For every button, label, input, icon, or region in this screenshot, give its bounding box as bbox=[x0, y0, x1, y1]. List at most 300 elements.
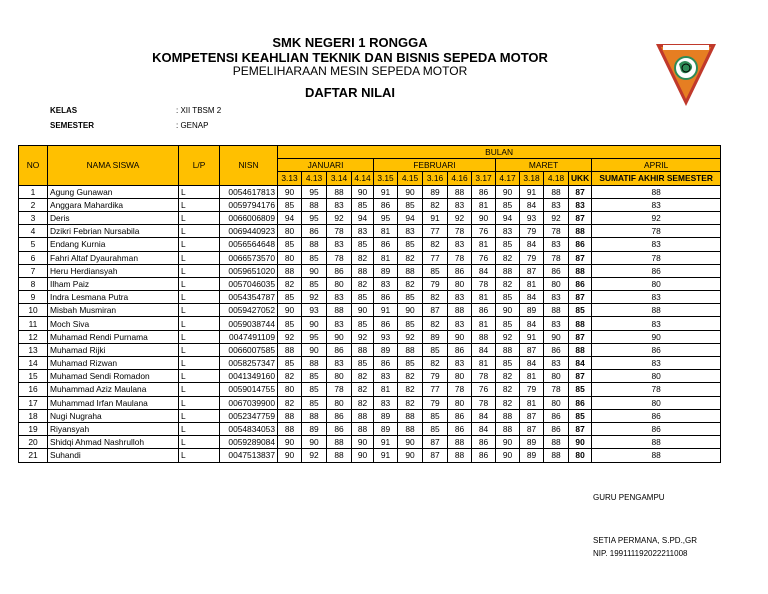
row-score: 78 bbox=[544, 251, 569, 264]
row-score: 86 bbox=[327, 264, 352, 277]
row-score: 85 bbox=[278, 291, 302, 304]
row-score: 95 bbox=[302, 211, 327, 224]
header-sub-3.17: 3.17 bbox=[472, 172, 496, 185]
row-no: 20 bbox=[19, 436, 48, 449]
row-ukk: 80 bbox=[569, 449, 592, 462]
row-score: 94 bbox=[496, 211, 520, 224]
row-nisn: 0066007585 bbox=[220, 343, 278, 356]
row-score: 91 bbox=[520, 185, 544, 198]
row-lp: L bbox=[179, 436, 220, 449]
row-score: 88 bbox=[496, 343, 520, 356]
header-sub-3.18: 3.18 bbox=[520, 172, 544, 185]
row-score: 82 bbox=[496, 383, 520, 396]
row-score: 84 bbox=[520, 317, 544, 330]
row-ukk: 85 bbox=[569, 383, 592, 396]
row-lp: L bbox=[179, 449, 220, 462]
table-row bbox=[19, 264, 721, 277]
row-score: 81 bbox=[472, 357, 496, 370]
row-score: 94 bbox=[352, 211, 374, 224]
row-ukk: 85 bbox=[569, 304, 592, 317]
row-nisn: 0059651020 bbox=[220, 264, 278, 277]
row-score: 85 bbox=[302, 396, 327, 409]
row-score: 90 bbox=[496, 436, 520, 449]
row-ukk: 90 bbox=[569, 436, 592, 449]
row-no: 9 bbox=[19, 291, 48, 304]
row-lp: L bbox=[179, 277, 220, 290]
row-score: 87 bbox=[520, 264, 544, 277]
row-score: 88 bbox=[472, 330, 496, 343]
row-score: 80 bbox=[327, 370, 352, 383]
row-sumatif: 88 bbox=[592, 449, 721, 462]
row-score: 80 bbox=[544, 370, 569, 383]
row-score: 82 bbox=[423, 291, 448, 304]
row-score: 80 bbox=[544, 277, 569, 290]
row-ukk: 86 bbox=[569, 277, 592, 290]
row-score: 79 bbox=[520, 383, 544, 396]
row-score: 81 bbox=[472, 291, 496, 304]
header-sub-4.16: 4.16 bbox=[448, 172, 472, 185]
row-score: 82 bbox=[398, 396, 423, 409]
row-score: 82 bbox=[352, 251, 374, 264]
row-nisn: 0054617813 bbox=[220, 185, 278, 198]
row-score: 86 bbox=[544, 343, 569, 356]
table-row bbox=[19, 304, 721, 317]
row-lp: L bbox=[179, 264, 220, 277]
row-score: 90 bbox=[496, 449, 520, 462]
row-score: 79 bbox=[423, 277, 448, 290]
row-score: 88 bbox=[327, 304, 352, 317]
row-ukk: 84 bbox=[569, 357, 592, 370]
row-lp: L bbox=[179, 409, 220, 422]
row-name: Moch Siva bbox=[48, 317, 179, 330]
row-no: 6 bbox=[19, 251, 48, 264]
row-score: 76 bbox=[472, 383, 496, 396]
row-nisn: 0066006809 bbox=[220, 211, 278, 224]
class-row bbox=[50, 106, 222, 115]
row-score: 88 bbox=[327, 185, 352, 198]
row-ukk: 87 bbox=[569, 370, 592, 383]
row-score: 91 bbox=[520, 330, 544, 343]
table-row bbox=[19, 251, 721, 264]
table-row bbox=[19, 370, 721, 383]
row-score: 95 bbox=[302, 185, 327, 198]
row-score: 86 bbox=[448, 264, 472, 277]
row-no: 16 bbox=[19, 383, 48, 396]
signature-name: SETIA PERMANA, S.PD.,GR bbox=[593, 536, 698, 545]
row-score: 82 bbox=[398, 277, 423, 290]
row-sumatif: 88 bbox=[592, 185, 721, 198]
row-score: 89 bbox=[374, 409, 398, 422]
row-score: 90 bbox=[398, 304, 423, 317]
row-score: 88 bbox=[302, 409, 327, 422]
row-score: 91 bbox=[374, 436, 398, 449]
row-score: 85 bbox=[352, 238, 374, 251]
row-ukk: 85 bbox=[569, 409, 592, 422]
row-score: 85 bbox=[398, 238, 423, 251]
row-nisn: 0054834053 bbox=[220, 422, 278, 435]
row-score: 92 bbox=[398, 330, 423, 343]
row-score: 90 bbox=[302, 343, 327, 356]
row-score: 85 bbox=[496, 238, 520, 251]
row-score: 90 bbox=[278, 304, 302, 317]
row-score: 90 bbox=[302, 317, 327, 330]
row-sumatif: 86 bbox=[592, 422, 721, 435]
row-score: 86 bbox=[327, 343, 352, 356]
row-score: 86 bbox=[327, 422, 352, 435]
row-name: Muhamad Sendi Romadon bbox=[48, 370, 179, 383]
row-score: 90 bbox=[448, 330, 472, 343]
signature-role: GURU PENGAMPU bbox=[593, 493, 665, 502]
row-score: 88 bbox=[448, 185, 472, 198]
row-name: Muhammad Aziz Maulana bbox=[48, 383, 179, 396]
row-score: 88 bbox=[496, 264, 520, 277]
row-score: 85 bbox=[496, 291, 520, 304]
row-score: 79 bbox=[423, 370, 448, 383]
row-ukk: 87 bbox=[569, 251, 592, 264]
row-nisn: 0057046035 bbox=[220, 277, 278, 290]
row-score: 76 bbox=[472, 251, 496, 264]
row-score: 84 bbox=[472, 409, 496, 422]
row-lp: L bbox=[179, 251, 220, 264]
row-no: 8 bbox=[19, 277, 48, 290]
row-nisn: 0054354787 bbox=[220, 291, 278, 304]
row-lp: L bbox=[179, 317, 220, 330]
row-ukk: 88 bbox=[569, 317, 592, 330]
row-lp: L bbox=[179, 211, 220, 224]
row-nisn: 0059289084 bbox=[220, 436, 278, 449]
table-row bbox=[19, 198, 721, 211]
row-score: 89 bbox=[374, 343, 398, 356]
table-row bbox=[19, 211, 721, 224]
row-score: 86 bbox=[472, 304, 496, 317]
row-score: 89 bbox=[423, 185, 448, 198]
row-score: 83 bbox=[544, 198, 569, 211]
row-score: 82 bbox=[278, 396, 302, 409]
row-ukk: 87 bbox=[569, 291, 592, 304]
row-name: Anggara Mahardika bbox=[48, 198, 179, 211]
row-score: 88 bbox=[352, 343, 374, 356]
semester-label: SEMESTER bbox=[50, 121, 95, 130]
row-score: 80 bbox=[448, 370, 472, 383]
row-score: 90 bbox=[352, 436, 374, 449]
row-sumatif: 80 bbox=[592, 277, 721, 290]
row-score: 82 bbox=[278, 277, 302, 290]
table-row bbox=[19, 317, 721, 330]
row-score: 83 bbox=[327, 238, 352, 251]
row-score: 84 bbox=[520, 357, 544, 370]
row-ukk: 87 bbox=[569, 422, 592, 435]
row-score: 90 bbox=[398, 436, 423, 449]
row-score: 88 bbox=[278, 343, 302, 356]
row-score: 90 bbox=[278, 436, 302, 449]
row-score: 85 bbox=[352, 357, 374, 370]
row-score: 85 bbox=[302, 251, 327, 264]
row-score: 82 bbox=[352, 277, 374, 290]
row-lp: L bbox=[179, 185, 220, 198]
row-score: 85 bbox=[423, 264, 448, 277]
row-name: Muhamad Rijki bbox=[48, 343, 179, 356]
row-score: 82 bbox=[423, 317, 448, 330]
row-score: 92 bbox=[448, 211, 472, 224]
row-score: 88 bbox=[544, 449, 569, 462]
row-no: 21 bbox=[19, 449, 48, 462]
table-row bbox=[19, 383, 721, 396]
row-no: 19 bbox=[19, 422, 48, 435]
month-april: APRIL bbox=[592, 159, 721, 172]
document-title: DAFTAR NILAI bbox=[304, 85, 396, 100]
row-score: 89 bbox=[520, 304, 544, 317]
header-lp: L/P bbox=[179, 146, 220, 186]
row-score: 83 bbox=[448, 357, 472, 370]
row-name: Indra Lesmana Putra bbox=[48, 291, 179, 304]
row-sumatif: 78 bbox=[592, 225, 721, 238]
row-sumatif: 83 bbox=[592, 291, 721, 304]
row-score: 81 bbox=[520, 396, 544, 409]
row-score: 86 bbox=[327, 409, 352, 422]
table-row bbox=[19, 396, 721, 409]
row-sumatif: 90 bbox=[592, 330, 721, 343]
row-score: 77 bbox=[423, 383, 448, 396]
row-score: 91 bbox=[374, 304, 398, 317]
row-score: 88 bbox=[448, 436, 472, 449]
row-score: 85 bbox=[352, 317, 374, 330]
row-score: 88 bbox=[302, 357, 327, 370]
row-score: 86 bbox=[448, 422, 472, 435]
row-score: 81 bbox=[374, 225, 398, 238]
row-score: 83 bbox=[544, 238, 569, 251]
row-score: 90 bbox=[352, 185, 374, 198]
row-name: Nugi Nugraha bbox=[48, 409, 179, 422]
row-score: 87 bbox=[520, 422, 544, 435]
row-score: 80 bbox=[278, 251, 302, 264]
row-score: 85 bbox=[278, 317, 302, 330]
row-lp: L bbox=[179, 198, 220, 211]
row-score: 88 bbox=[278, 409, 302, 422]
header-sub-3.14: 3.14 bbox=[327, 172, 352, 185]
row-sumatif: 78 bbox=[592, 383, 721, 396]
row-score: 88 bbox=[352, 264, 374, 277]
row-score: 92 bbox=[496, 330, 520, 343]
row-score: 87 bbox=[423, 436, 448, 449]
row-score: 86 bbox=[472, 449, 496, 462]
month-maret: MARET bbox=[496, 159, 592, 172]
row-score: 82 bbox=[496, 370, 520, 383]
school-name: SMK NEGERI 1 RONGGA bbox=[272, 35, 428, 50]
row-sumatif: 83 bbox=[592, 357, 721, 370]
row-score: 90 bbox=[496, 185, 520, 198]
row-score: 93 bbox=[520, 211, 544, 224]
row-score: 85 bbox=[278, 238, 302, 251]
row-lp: L bbox=[179, 370, 220, 383]
row-score: 90 bbox=[472, 211, 496, 224]
row-score: 85 bbox=[496, 198, 520, 211]
row-score: 88 bbox=[352, 409, 374, 422]
row-score: 88 bbox=[544, 436, 569, 449]
row-score: 85 bbox=[423, 343, 448, 356]
row-no: 10 bbox=[19, 304, 48, 317]
row-nisn: 0058257347 bbox=[220, 357, 278, 370]
row-score: 90 bbox=[302, 436, 327, 449]
row-sumatif: 92 bbox=[592, 211, 721, 224]
row-name: Misbah Musmiran bbox=[48, 304, 179, 317]
table-row bbox=[19, 277, 721, 290]
row-score: 78 bbox=[472, 396, 496, 409]
row-score: 77 bbox=[423, 251, 448, 264]
row-score: 88 bbox=[448, 304, 472, 317]
row-sumatif: 86 bbox=[592, 264, 721, 277]
row-lp: L bbox=[179, 357, 220, 370]
row-score: 91 bbox=[423, 211, 448, 224]
row-score: 89 bbox=[374, 264, 398, 277]
row-sumatif: 86 bbox=[592, 409, 721, 422]
row-ukk: 87 bbox=[569, 330, 592, 343]
competency-title: KOMPETENSI KEAHLIAN TEKNIK DAN BISNIS SEPEDA MOTOR bbox=[152, 50, 548, 65]
row-score: 95 bbox=[302, 330, 327, 343]
row-score: 85 bbox=[496, 357, 520, 370]
row-score: 81 bbox=[472, 198, 496, 211]
row-score: 81 bbox=[472, 238, 496, 251]
row-score: 88 bbox=[398, 409, 423, 422]
row-nisn: 0059427052 bbox=[220, 304, 278, 317]
row-nisn: 0059014755 bbox=[220, 383, 278, 396]
school-emblem-icon bbox=[654, 42, 718, 108]
header-sub-3.13: 3.13 bbox=[278, 172, 302, 185]
semester-value: : GENAP bbox=[176, 121, 209, 130]
row-score: 86 bbox=[472, 436, 496, 449]
row-score: 82 bbox=[352, 396, 374, 409]
row-score: 82 bbox=[496, 277, 520, 290]
row-score: 95 bbox=[374, 211, 398, 224]
row-score: 83 bbox=[448, 291, 472, 304]
header-sub-4.15: 4.15 bbox=[398, 172, 423, 185]
row-sumatif: 80 bbox=[592, 396, 721, 409]
row-score: 86 bbox=[374, 238, 398, 251]
row-score: 78 bbox=[544, 383, 569, 396]
row-no: 4 bbox=[19, 225, 48, 238]
class-value: : XII TBSM 2 bbox=[176, 106, 222, 115]
row-score: 83 bbox=[327, 357, 352, 370]
row-score: 88 bbox=[327, 436, 352, 449]
row-score: 86 bbox=[302, 225, 327, 238]
table-row bbox=[19, 343, 721, 356]
row-score: 90 bbox=[398, 449, 423, 462]
row-nisn: 0052347759 bbox=[220, 409, 278, 422]
row-nisn: 0047513837 bbox=[220, 449, 278, 462]
row-score: 88 bbox=[496, 409, 520, 422]
row-sumatif: 83 bbox=[592, 198, 721, 211]
row-score: 85 bbox=[278, 357, 302, 370]
row-score: 81 bbox=[374, 251, 398, 264]
row-no: 3 bbox=[19, 211, 48, 224]
row-score: 90 bbox=[278, 185, 302, 198]
header-no: NO bbox=[19, 146, 48, 186]
row-score: 83 bbox=[448, 238, 472, 251]
row-score: 83 bbox=[374, 277, 398, 290]
table-row bbox=[19, 330, 721, 343]
row-score: 92 bbox=[278, 330, 302, 343]
row-score: 86 bbox=[374, 291, 398, 304]
row-score: 82 bbox=[423, 357, 448, 370]
row-score: 88 bbox=[302, 198, 327, 211]
row-no: 13 bbox=[19, 343, 48, 356]
header-ukk: UKK bbox=[569, 172, 592, 185]
row-score: 85 bbox=[302, 370, 327, 383]
row-score: 86 bbox=[448, 343, 472, 356]
row-name: Agung Gunawan bbox=[48, 185, 179, 198]
row-score: 92 bbox=[302, 291, 327, 304]
row-sumatif: 86 bbox=[592, 343, 721, 356]
row-score: 78 bbox=[327, 225, 352, 238]
row-sumatif: 80 bbox=[592, 370, 721, 383]
row-ukk: 83 bbox=[569, 198, 592, 211]
row-score: 78 bbox=[472, 370, 496, 383]
row-ukk: 87 bbox=[569, 185, 592, 198]
row-score: 94 bbox=[398, 211, 423, 224]
row-score: 82 bbox=[352, 383, 374, 396]
row-score: 89 bbox=[374, 422, 398, 435]
row-nisn: 0041349160 bbox=[220, 370, 278, 383]
table-row bbox=[19, 436, 721, 449]
row-score: 83 bbox=[327, 291, 352, 304]
row-score: 80 bbox=[278, 225, 302, 238]
row-score: 84 bbox=[520, 198, 544, 211]
row-score: 78 bbox=[327, 251, 352, 264]
row-no: 17 bbox=[19, 396, 48, 409]
row-score: 90 bbox=[352, 449, 374, 462]
row-score: 92 bbox=[327, 211, 352, 224]
row-score: 86 bbox=[544, 409, 569, 422]
row-score: 83 bbox=[374, 370, 398, 383]
row-score: 82 bbox=[398, 383, 423, 396]
row-lp: L bbox=[179, 330, 220, 343]
row-score: 88 bbox=[398, 264, 423, 277]
row-no: 2 bbox=[19, 198, 48, 211]
row-score: 82 bbox=[423, 198, 448, 211]
row-score: 85 bbox=[423, 409, 448, 422]
row-score: 86 bbox=[374, 198, 398, 211]
row-score: 81 bbox=[520, 277, 544, 290]
row-no: 18 bbox=[19, 409, 48, 422]
row-no: 15 bbox=[19, 370, 48, 383]
row-score: 83 bbox=[544, 291, 569, 304]
row-name: Shidqi Ahmad Nashrulloh bbox=[48, 436, 179, 449]
row-score: 90 bbox=[352, 304, 374, 317]
row-score: 78 bbox=[448, 225, 472, 238]
table-row bbox=[19, 422, 721, 435]
row-score: 80 bbox=[544, 396, 569, 409]
row-score: 76 bbox=[472, 225, 496, 238]
row-score: 85 bbox=[398, 291, 423, 304]
row-score: 88 bbox=[352, 422, 374, 435]
row-score: 86 bbox=[544, 422, 569, 435]
row-name: Dzikri Febrian Nursabila bbox=[48, 225, 179, 238]
row-score: 88 bbox=[544, 185, 569, 198]
row-score: 89 bbox=[520, 449, 544, 462]
header-sub-3.16: 3.16 bbox=[423, 172, 448, 185]
row-nisn: 0056564648 bbox=[220, 238, 278, 251]
row-score: 85 bbox=[302, 277, 327, 290]
row-score: 80 bbox=[327, 277, 352, 290]
row-score: 90 bbox=[544, 330, 569, 343]
row-sumatif: 83 bbox=[592, 317, 721, 330]
header-sub-4.17: 4.17 bbox=[496, 172, 520, 185]
row-score: 89 bbox=[423, 330, 448, 343]
row-score: 86 bbox=[448, 409, 472, 422]
row-name: Muhamad Rendi Purnama bbox=[48, 330, 179, 343]
row-score: 87 bbox=[520, 409, 544, 422]
header-name: NAMA SISWA bbox=[48, 146, 179, 186]
row-ukk: 86 bbox=[569, 238, 592, 251]
